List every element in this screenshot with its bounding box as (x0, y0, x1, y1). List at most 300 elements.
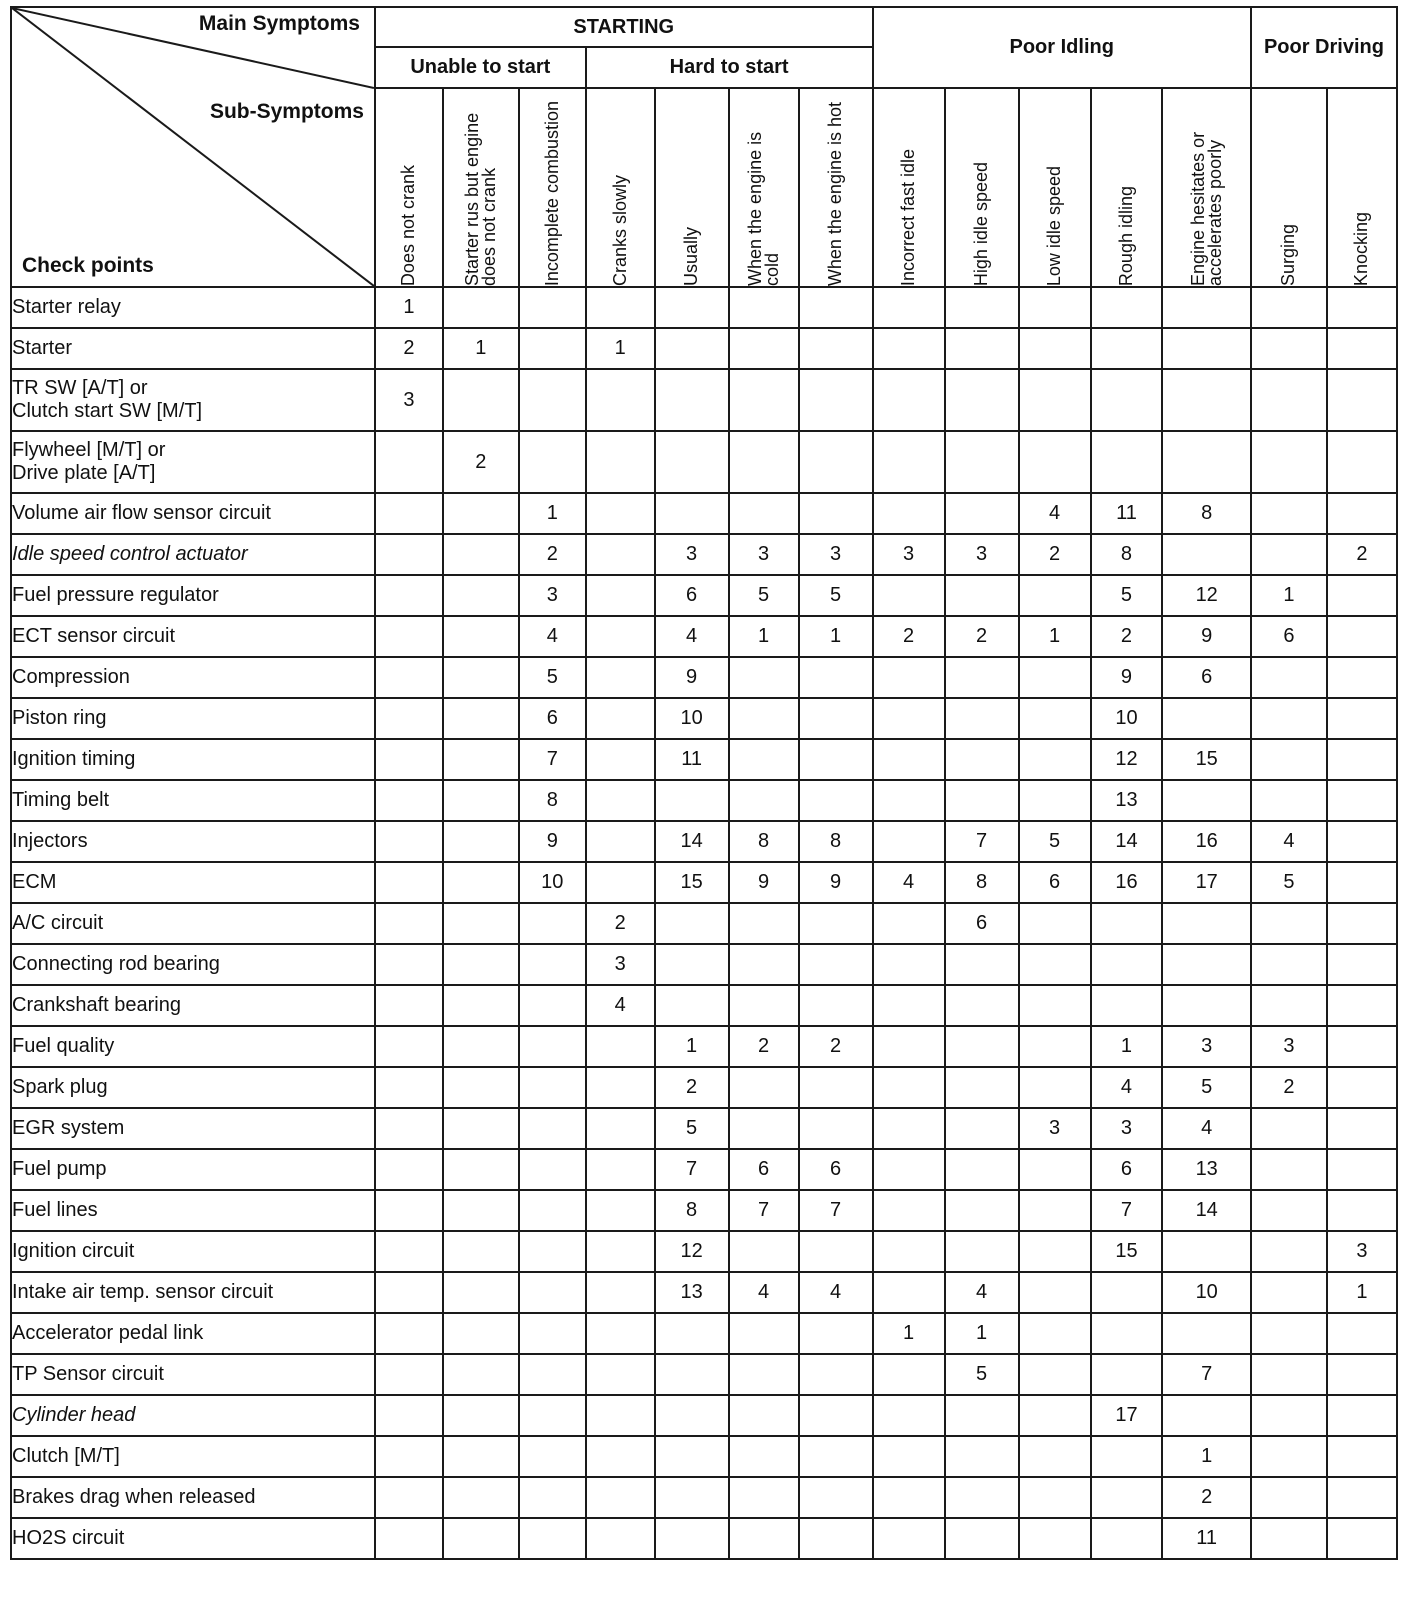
priority-cell (729, 1354, 799, 1395)
table-row (11, 1354, 1397, 1395)
priority-cell (519, 944, 586, 985)
sub-symptom-column-header (655, 88, 729, 287)
priority-cell (1251, 1354, 1327, 1395)
priority-cell (799, 1108, 873, 1149)
priority-cell (1251, 985, 1327, 1026)
priority-cell (375, 493, 443, 534)
priority-cell: 1 (1162, 1436, 1250, 1477)
check-point-line: Injectors (12, 830, 88, 852)
priority-cell (1251, 1231, 1327, 1272)
priority-cell (586, 1149, 655, 1190)
priority-cell (729, 698, 799, 739)
priority-cell (586, 1477, 655, 1518)
priority-cell: 15 (1091, 1231, 1163, 1272)
sub-symptom-column-header (443, 88, 519, 287)
hard-to-start-header: Hard to start (586, 47, 873, 87)
table-row (11, 657, 1397, 698)
priority-cell (1251, 534, 1327, 575)
table-row (11, 1518, 1397, 1559)
priority-cell (586, 1108, 655, 1149)
priority-cell (655, 1313, 729, 1354)
priority-cell (375, 1190, 443, 1231)
priority-cell (1327, 1436, 1397, 1477)
priority-cell (1327, 369, 1397, 431)
symptom-check-table (10, 6, 1398, 1560)
priority-cell (1327, 903, 1397, 944)
priority-cell (1162, 328, 1250, 369)
priority-cell: 11 (1162, 1518, 1250, 1559)
priority-cell: 2 (729, 1026, 799, 1067)
priority-cell: 6 (799, 1149, 873, 1190)
priority-cell (443, 780, 519, 821)
check-points-body (11, 287, 1397, 1559)
priority-cell (873, 328, 945, 369)
priority-cell: 7 (1091, 1190, 1163, 1231)
priority-cell: 3 (1327, 1231, 1397, 1272)
priority-cell: 7 (799, 1190, 873, 1231)
priority-cell (945, 657, 1019, 698)
priority-cell (729, 1518, 799, 1559)
table-row (11, 985, 1397, 1026)
priority-cell (1162, 369, 1250, 431)
priority-cell (873, 493, 945, 534)
priority-cell: 13 (1091, 780, 1163, 821)
unable-to-start-header: Unable to start (375, 47, 586, 87)
priority-cell (873, 739, 945, 780)
priority-cell: 2 (519, 534, 586, 575)
priority-cell (799, 780, 873, 821)
check-point-label (11, 616, 375, 657)
priority-cell (1091, 985, 1163, 1026)
priority-cell (443, 657, 519, 698)
priority-cell (799, 1354, 873, 1395)
check-point-label (11, 1108, 375, 1149)
priority-cell (945, 328, 1019, 369)
priority-cell (873, 1354, 945, 1395)
check-point-line: Intake air temp. sensor circuit (12, 1281, 274, 1303)
priority-cell: 1 (1251, 575, 1327, 616)
check-point-label (11, 1272, 375, 1313)
priority-cell (945, 369, 1019, 431)
priority-cell: 1 (375, 287, 443, 328)
priority-cell (1327, 1354, 1397, 1395)
priority-cell: 3 (586, 944, 655, 985)
priority-cell: 2 (1162, 1477, 1250, 1518)
priority-cell (1162, 698, 1250, 739)
priority-cell (729, 657, 799, 698)
priority-cell (519, 1477, 586, 1518)
priority-cell (586, 431, 655, 493)
table-row (11, 1067, 1397, 1108)
priority-cell (443, 1026, 519, 1067)
check-point-label (11, 1518, 375, 1559)
priority-cell (519, 1354, 586, 1395)
priority-cell (375, 575, 443, 616)
check-point-label (11, 431, 375, 493)
priority-cell (586, 780, 655, 821)
sub-symptom-label: Incomplete combustion (541, 100, 562, 286)
priority-cell (586, 1395, 655, 1436)
priority-cell: 3 (519, 575, 586, 616)
check-point-line: Fuel quality (12, 1035, 115, 1057)
priority-cell (1019, 657, 1091, 698)
priority-cell (945, 1436, 1019, 1477)
check-point-label (11, 985, 375, 1026)
main-symptoms-label: Main Symptoms (198, 12, 360, 35)
table-row (11, 1190, 1397, 1231)
priority-cell (1251, 1108, 1327, 1149)
priority-cell (799, 657, 873, 698)
priority-cell (443, 1190, 519, 1231)
check-point-line: Starter relay (12, 296, 121, 318)
priority-cell: 6 (729, 1149, 799, 1190)
priority-cell (1019, 575, 1091, 616)
priority-cell: 8 (1162, 493, 1250, 534)
priority-cell (1091, 944, 1163, 985)
priority-cell (729, 1436, 799, 1477)
priority-cell (1251, 287, 1327, 328)
priority-cell: 3 (799, 534, 873, 575)
priority-cell (375, 1477, 443, 1518)
priority-cell (1091, 1354, 1163, 1395)
check-point-label (11, 575, 375, 616)
priority-cell: 6 (519, 698, 586, 739)
priority-cell: 17 (1091, 1395, 1163, 1436)
priority-cell (1327, 1190, 1397, 1231)
priority-cell: 4 (799, 1272, 873, 1313)
priority-cell (1019, 1477, 1091, 1518)
priority-cell (729, 1477, 799, 1518)
priority-cell (1091, 1518, 1163, 1559)
priority-cell (799, 739, 873, 780)
sub-symptom-column-header (586, 88, 655, 287)
priority-cell (443, 944, 519, 985)
priority-cell (519, 1395, 586, 1436)
priority-cell (799, 493, 873, 534)
priority-cell (1327, 493, 1397, 534)
priority-cell (1327, 616, 1397, 657)
priority-cell: 4 (519, 616, 586, 657)
priority-cell (375, 657, 443, 698)
priority-cell (375, 1231, 443, 1272)
priority-cell: 16 (1091, 862, 1163, 903)
sub-symptom-label: When the engine is hot (825, 101, 846, 286)
priority-cell (1019, 698, 1091, 739)
check-point-label (11, 1313, 375, 1354)
priority-cell (519, 369, 586, 431)
table-row (11, 287, 1397, 328)
priority-cell (1162, 534, 1250, 575)
table-row (11, 1026, 1397, 1067)
priority-cell (443, 1313, 519, 1354)
priority-cell (519, 1190, 586, 1231)
priority-cell (443, 862, 519, 903)
priority-cell: 8 (945, 862, 1019, 903)
priority-cell: 11 (1091, 493, 1163, 534)
priority-cell: 6 (1251, 616, 1327, 657)
priority-cell (873, 575, 945, 616)
priority-cell (586, 493, 655, 534)
priority-cell (1019, 780, 1091, 821)
priority-cell (729, 1231, 799, 1272)
priority-cell: 5 (655, 1108, 729, 1149)
priority-cell (1251, 1313, 1327, 1354)
table-row (11, 1149, 1397, 1190)
priority-cell (945, 1149, 1019, 1190)
priority-cell (873, 1518, 945, 1559)
check-point-label (11, 698, 375, 739)
check-point-line: EGR system (12, 1117, 125, 1139)
table-row (11, 739, 1397, 780)
priority-cell (1251, 1190, 1327, 1231)
priority-cell (945, 1108, 1019, 1149)
priority-cell (1162, 903, 1250, 944)
priority-cell (586, 739, 655, 780)
priority-cell: 14 (1091, 821, 1163, 862)
priority-cell (519, 1026, 586, 1067)
priority-cell (873, 944, 945, 985)
priority-cell (729, 1108, 799, 1149)
priority-cell (519, 1149, 586, 1190)
priority-cell (799, 1313, 873, 1354)
priority-cell: 3 (655, 534, 729, 575)
sub-symptom-column-header (1019, 88, 1091, 287)
check-point-line: Fuel pressure regulator (12, 584, 219, 606)
priority-cell: 8 (799, 821, 873, 862)
check-point-label (11, 1067, 375, 1108)
priority-cell (1019, 287, 1091, 328)
priority-cell (873, 821, 945, 862)
check-point-line: Crankshaft bearing (12, 994, 181, 1016)
sub-symptom-column-header (375, 88, 443, 287)
priority-cell: 1 (519, 493, 586, 534)
priority-cell (655, 903, 729, 944)
priority-cell (586, 369, 655, 431)
priority-cell (729, 369, 799, 431)
priority-cell (1327, 1395, 1397, 1436)
check-point-line: Clutch start SW [M/T] (12, 400, 203, 422)
priority-cell (586, 1190, 655, 1231)
priority-cell (586, 1272, 655, 1313)
priority-cell: 5 (799, 575, 873, 616)
priority-cell: 3 (1019, 1108, 1091, 1149)
priority-cell: 10 (655, 698, 729, 739)
check-point-line: Drive plate [A/T] (12, 462, 156, 484)
priority-cell (655, 1395, 729, 1436)
priority-cell: 15 (1162, 739, 1250, 780)
check-point-label (11, 1190, 375, 1231)
priority-cell (586, 1026, 655, 1067)
priority-cell: 4 (586, 985, 655, 1026)
priority-cell (586, 575, 655, 616)
check-point-line: Spark plug (12, 1076, 108, 1098)
priority-cell (1327, 1477, 1397, 1518)
priority-cell: 4 (729, 1272, 799, 1313)
priority-cell (799, 1231, 873, 1272)
priority-cell (1019, 1395, 1091, 1436)
priority-cell (729, 431, 799, 493)
priority-cell (873, 1026, 945, 1067)
sub-symptom-column-header (799, 88, 873, 287)
priority-cell: 16 (1162, 821, 1250, 862)
priority-cell (1327, 1149, 1397, 1190)
priority-cell: 10 (1162, 1272, 1250, 1313)
table-row (11, 328, 1397, 369)
priority-cell (586, 534, 655, 575)
sub-symptom-label: High idle speed (971, 161, 992, 286)
priority-cell (443, 287, 519, 328)
priority-cell (799, 1477, 873, 1518)
priority-cell (519, 1272, 586, 1313)
priority-cell (1327, 328, 1397, 369)
check-point-label (11, 1354, 375, 1395)
priority-cell: 4 (873, 862, 945, 903)
priority-cell (443, 1149, 519, 1190)
priority-cell (1019, 944, 1091, 985)
priority-cell (443, 698, 519, 739)
priority-cell (799, 431, 873, 493)
priority-cell (873, 1067, 945, 1108)
check-point-line: Ignition circuit (12, 1240, 135, 1262)
priority-cell (443, 616, 519, 657)
priority-cell (443, 903, 519, 944)
priority-cell (799, 369, 873, 431)
priority-cell (375, 1272, 443, 1313)
priority-cell (729, 493, 799, 534)
check-point-label (11, 1149, 375, 1190)
priority-cell (1327, 862, 1397, 903)
priority-cell (519, 1518, 586, 1559)
priority-cell: 14 (1162, 1190, 1250, 1231)
check-point-label (11, 903, 375, 944)
priority-cell (729, 903, 799, 944)
priority-cell (1327, 575, 1397, 616)
table-row (11, 1108, 1397, 1149)
priority-cell (945, 1026, 1019, 1067)
sub-symptom-column-header (1251, 88, 1327, 287)
check-point-line: Connecting rod bearing (12, 953, 220, 975)
poor-idling-group-header: Poor Idling (873, 7, 1251, 88)
priority-cell (655, 1436, 729, 1477)
priority-cell (443, 1436, 519, 1477)
priority-cell: 7 (519, 739, 586, 780)
priority-cell (1162, 287, 1250, 328)
priority-cell (1327, 780, 1397, 821)
check-point-line: Fuel lines (12, 1199, 98, 1221)
priority-cell (1091, 1436, 1163, 1477)
priority-cell (375, 1395, 443, 1436)
priority-cell (873, 1108, 945, 1149)
priority-cell (1251, 431, 1327, 493)
priority-cell (443, 1231, 519, 1272)
table-row (11, 862, 1397, 903)
priority-cell (586, 698, 655, 739)
check-point-line: Clutch [M/T] (12, 1445, 120, 1467)
priority-cell: 1 (799, 616, 873, 657)
priority-cell (873, 1436, 945, 1477)
priority-cell (1162, 780, 1250, 821)
priority-cell (873, 287, 945, 328)
table-row (11, 369, 1397, 431)
priority-cell (1251, 328, 1327, 369)
priority-cell (586, 862, 655, 903)
priority-cell (655, 780, 729, 821)
check-point-label (11, 780, 375, 821)
priority-cell (873, 1395, 945, 1436)
priority-cell (519, 328, 586, 369)
priority-cell (1251, 1477, 1327, 1518)
priority-cell: 6 (655, 575, 729, 616)
priority-cell (1091, 903, 1163, 944)
check-point-line: TP Sensor circuit (12, 1363, 164, 1385)
sub-symptom-label: When the engine is cold (744, 131, 782, 286)
priority-cell (1251, 1395, 1327, 1436)
sub-symptom-column-header (1162, 88, 1250, 287)
priority-cell: 3 (375, 369, 443, 431)
priority-cell (375, 1313, 443, 1354)
priority-cell: 2 (586, 903, 655, 944)
priority-cell (1327, 821, 1397, 862)
priority-cell (1019, 1272, 1091, 1313)
table-row (11, 1231, 1397, 1272)
priority-cell: 4 (1091, 1067, 1163, 1108)
priority-cell (443, 1477, 519, 1518)
priority-cell (519, 1231, 586, 1272)
priority-cell (1162, 1231, 1250, 1272)
priority-cell (1327, 287, 1397, 328)
priority-cell (375, 1354, 443, 1395)
priority-cell (1019, 1149, 1091, 1190)
check-point-line: ECM (12, 871, 57, 893)
priority-cell: 5 (1251, 862, 1327, 903)
priority-cell (586, 1313, 655, 1354)
priority-cell (1251, 1272, 1327, 1313)
priority-cell (443, 1108, 519, 1149)
priority-cell: 2 (1251, 1067, 1327, 1108)
priority-cell (586, 1231, 655, 1272)
priority-cell: 1 (1327, 1272, 1397, 1313)
priority-cell: 1 (1019, 616, 1091, 657)
priority-cell (799, 1436, 873, 1477)
check-point-line: Accelerator pedal link (12, 1322, 204, 1344)
priority-cell: 5 (1019, 821, 1091, 862)
priority-cell (1251, 1436, 1327, 1477)
priority-cell (1327, 944, 1397, 985)
priority-cell: 10 (1091, 698, 1163, 739)
table-row (11, 1436, 1397, 1477)
priority-cell (945, 1231, 1019, 1272)
priority-cell: 2 (655, 1067, 729, 1108)
check-point-line: Ignition timing (12, 748, 136, 770)
priority-cell: 7 (1162, 1354, 1250, 1395)
priority-cell (873, 1272, 945, 1313)
priority-cell: 2 (375, 328, 443, 369)
check-point-label (11, 944, 375, 985)
priority-cell (443, 1518, 519, 1559)
priority-cell (519, 1313, 586, 1354)
priority-cell: 6 (1019, 862, 1091, 903)
priority-cell (1019, 1354, 1091, 1395)
table-row (11, 616, 1397, 657)
priority-cell (443, 1395, 519, 1436)
priority-cell (443, 575, 519, 616)
priority-cell (1251, 944, 1327, 985)
priority-cell (945, 985, 1019, 1026)
priority-cell: 12 (1162, 575, 1250, 616)
priority-cell (1019, 328, 1091, 369)
priority-cell: 9 (799, 862, 873, 903)
priority-cell: 3 (1091, 1108, 1163, 1149)
